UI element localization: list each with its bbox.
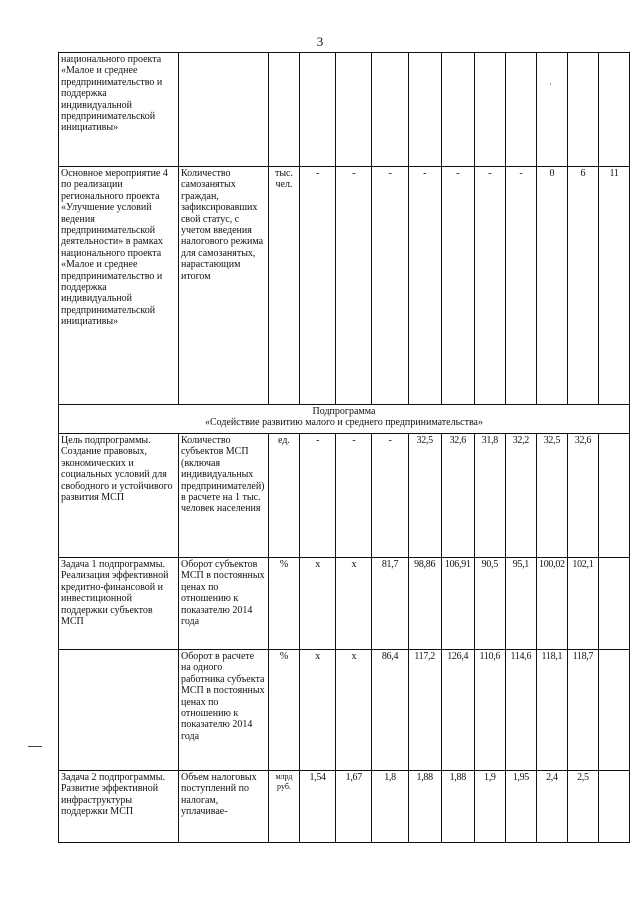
value-cell: 1,67: [336, 771, 372, 843]
row-unit: тыс. чел.: [268, 167, 299, 405]
value-cell: [536, 53, 567, 167]
row-name: Задача 2 подпрограммы. Развитие эффективной инфраструктуры поддержки МСП: [59, 771, 179, 843]
row-indicator: Количество субъектов МСП (включая индивидуальных предпринимателей) в расчете на 1 тыс. человек населения: [178, 434, 268, 558]
value-cell: -: [441, 167, 474, 405]
row-name: [59, 650, 179, 771]
row-indicator: Оборот в расчете на одного работника субъекта МСП в постоянных ценах по отношению к показателю 2014 года: [178, 650, 268, 771]
value-cell: 95,1: [505, 558, 536, 650]
value-cell: -: [300, 434, 336, 558]
row-unit: %: [268, 558, 299, 650]
row-indicator: Объем налоговых поступлений по налогам, уплачивае-: [178, 771, 268, 843]
value-cell: 6: [567, 167, 598, 405]
row-unit: млрд руб.: [268, 771, 299, 843]
table-row: [59, 53, 630, 167]
value-cell: 2,4: [536, 771, 567, 843]
value-cell: -: [336, 434, 372, 558]
value-cell: [441, 53, 474, 167]
value-cell: х: [336, 558, 372, 650]
section-row: [59, 405, 630, 434]
value-cell: [300, 53, 336, 167]
value-cell: 1,88: [441, 771, 474, 843]
value-cell: -: [336, 167, 372, 405]
table-row: [59, 167, 630, 405]
value-cell: 110,6: [474, 650, 505, 771]
value-cell: 31,8: [474, 434, 505, 558]
value-cell: [336, 53, 372, 167]
page-number: 3: [316, 34, 324, 49]
table-row: [59, 650, 630, 771]
value-cell: 32,2: [505, 434, 536, 558]
value-cell: 0: [536, 167, 567, 405]
value-cell: -: [372, 434, 408, 558]
value-cell: [598, 53, 629, 167]
margin-line: [28, 746, 42, 747]
value-cell: -: [505, 167, 536, 405]
row-name: Основное мероприятие 4 по реализации регионального проекта «Улучшение условий ведения предпринимательской деятельности» в рамках национального проекта «Малое и среднее предпринимательство и поддержка индивидуальной предпринимательской инициативы»: [59, 167, 179, 405]
table-row: [59, 434, 630, 558]
table-row: [59, 771, 630, 843]
row-unit: ед.: [268, 434, 299, 558]
value-cell: [598, 434, 629, 558]
value-cell: 118,1: [536, 650, 567, 771]
value-cell: 114,6: [505, 650, 536, 771]
table-row: [59, 558, 630, 650]
value-cell: 90,5: [474, 558, 505, 650]
value-cell: -: [300, 167, 336, 405]
row-name: национального проекта «Малое и среднее предпринимательство и поддержка индивидуальной предпринимательской инициативы»: [59, 53, 179, 167]
row-name: Цель подпрограммы. Создание правовых, экономических и социальных условий для свободного и устойчивого развития МСП: [59, 434, 179, 558]
row-unit: [268, 53, 299, 167]
indicator-table: [58, 52, 630, 843]
value-cell: 1,9: [474, 771, 505, 843]
value-cell: -: [474, 167, 505, 405]
value-cell: 32,6: [567, 434, 598, 558]
value-cell: [408, 53, 441, 167]
value-cell: 1,54: [300, 771, 336, 843]
value-cell: 117,2: [408, 650, 441, 771]
value-cell: 32,6: [441, 434, 474, 558]
value-cell: 86,4: [372, 650, 408, 771]
value-cell: 102,1: [567, 558, 598, 650]
value-cell: [598, 771, 629, 843]
value-cell: 126,4: [441, 650, 474, 771]
value-cell: [505, 53, 536, 167]
value-cell: 81,7: [372, 558, 408, 650]
row-name: Задача 1 подпрограммы. Реализация эффективной кредитно-финансовой и инвестиционной поддержки субъектов МСП: [59, 558, 179, 650]
value-cell: 1,95: [505, 771, 536, 843]
value-cell: [372, 53, 408, 167]
value-cell: х: [300, 650, 336, 771]
row-indicator: Оборот субъектов МСП в постоянных ценах по отношению к показателю 2014 года: [178, 558, 268, 650]
value-cell: 98,86: [408, 558, 441, 650]
value-cell: 32,5: [536, 434, 567, 558]
value-cell: 32,5: [408, 434, 441, 558]
row-indicator: Количество самозанятых граждан, зафиксировавших свой статус, с учетом введения налогового режима для самозанятых, нарастающим итогом: [178, 167, 268, 405]
subprogram-title: «Содействие развитию малого и среднего предпринимательства»: [205, 417, 483, 429]
value-cell: [474, 53, 505, 167]
value-cell: 1,88: [408, 771, 441, 843]
row-indicator: [178, 53, 268, 167]
value-cell: [598, 650, 629, 771]
value-cell: 106,91: [441, 558, 474, 650]
value-cell: х: [336, 650, 372, 771]
value-cell: 1,8: [372, 771, 408, 843]
subprogram-label: Подпрограмма: [312, 406, 376, 417]
value-cell: -: [408, 167, 441, 405]
value-cell: [567, 53, 598, 167]
stray-mark: ·: [549, 79, 552, 89]
value-cell: [598, 558, 629, 650]
value-cell: -: [372, 167, 408, 405]
row-unit: %: [268, 650, 299, 771]
value-cell: 100,02: [536, 558, 567, 650]
subprogram-heading: [59, 405, 630, 434]
value-cell: 11: [598, 167, 629, 405]
value-cell: х: [300, 558, 336, 650]
value-cell: 118,7: [567, 650, 598, 771]
value-cell: 2,5: [567, 771, 598, 843]
